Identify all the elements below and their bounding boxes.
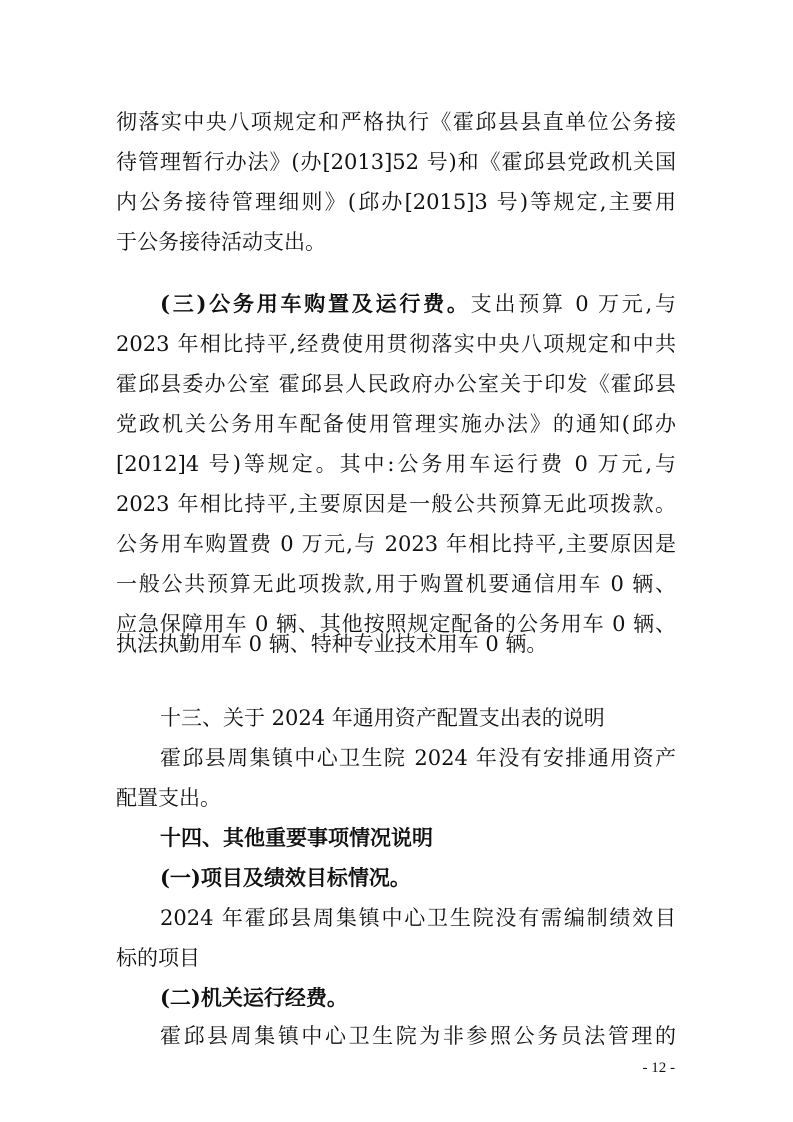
text-line: 霍邱县周集镇中心卫生院为非参照公务员法管理的 [160, 1024, 676, 1048]
text-line: 2024 年霍邱县周集镇中心卫生院没有需编制绩效目 [160, 906, 676, 930]
text-line: 执法执勤用车 0 辆、特种专业技术用车 0 辆。 [116, 632, 548, 656]
text-line: 待管理暂行办法》(办[2013]52 号)和《霍邱县党政机关国 [116, 150, 676, 174]
page-number: - 12 - [642, 1060, 675, 1076]
text-line: 配置支出。 [116, 786, 221, 810]
subsection-heading: (一)项目及绩效目标情况。 [160, 865, 411, 890]
text-line: 标的项目 [116, 946, 200, 970]
text-line: 党政机关公务用车配备使用管理实施办法》的通知(邱办 [116, 412, 676, 436]
text-line: 应急保障用车 0 辆、其他按照规定配备的公务用车 0 辆、 [116, 612, 676, 636]
section-heading: (三)公务用车购置及运行费。 [160, 291, 471, 316]
text-line: [2012]4 号)等规定。其中:公务用车运行费 0 万元,与 [116, 452, 676, 476]
paragraph-first-line [160, 286, 676, 322]
text-line: 2023 年相比持平,经费使用贯彻落实中央八项规定和中共 [116, 332, 676, 356]
text-span: 支出预算 0 万元,与 [470, 292, 676, 316]
text-line: 一般公共预算无此项拨款,用于购置机要通信用车 0 辆、 [116, 572, 676, 596]
text-line: 于公务接待活动支出。 [116, 230, 326, 254]
section-heading: 十四、其他重要事项情况说明 [160, 825, 433, 850]
text-line: 2023 年相比持平,主要原因是一般公共预算无此项拨款。 [116, 492, 676, 516]
text-line: 彻落实中央八项规定和严格执行《霍邱县县直单位公务接 [116, 110, 676, 134]
section-heading: 十三、关于 2024 年通用资产配置支出表的说明 [160, 706, 605, 730]
text-line: 公务用车购置费 0 万元,与 2023 年相比持平,主要原因是 [116, 532, 676, 556]
text-line: 霍邱县委办公室 霍邱县人民政府办公室关于印发《霍邱县 [116, 372, 676, 396]
text-line: 霍邱县周集镇中心卫生院 2024 年没有安排通用资产 [160, 746, 676, 770]
text-line: 内公务接待管理细则》(邱办[2015]3 号)等规定,主要用 [116, 190, 676, 214]
subsection-heading: (二)机关运行经费。 [160, 985, 348, 1010]
